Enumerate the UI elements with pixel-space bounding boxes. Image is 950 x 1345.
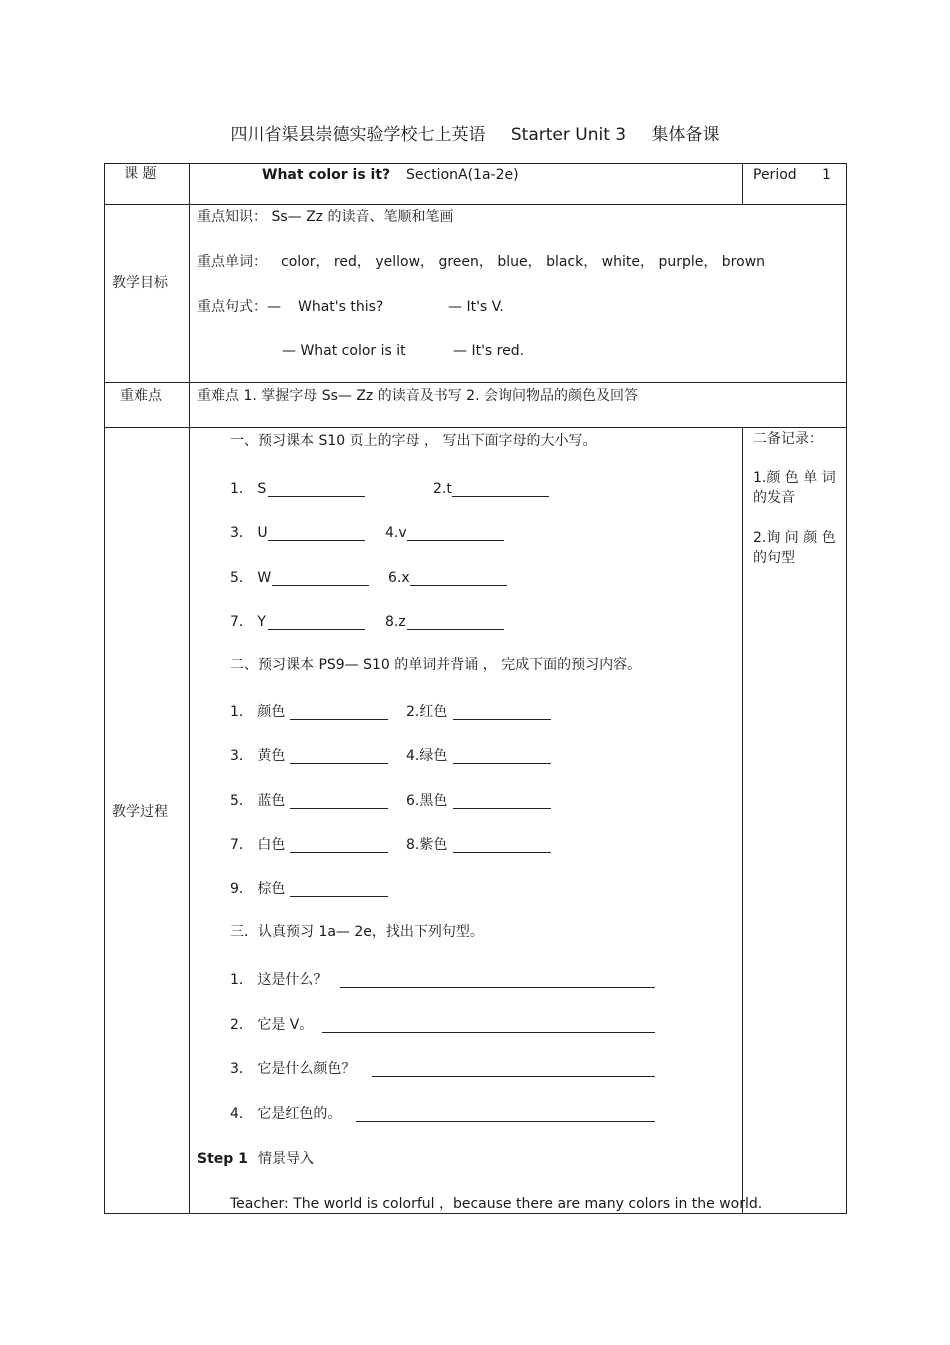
sentence-question: What's this? <box>298 299 384 315</box>
answer-blank[interactable] <box>340 987 655 988</box>
answer-blank[interactable] <box>268 496 365 497</box>
color-item: 7． 白色 <box>230 837 286 853</box>
answer-blank[interactable] <box>356 1121 655 1122</box>
answer-blank[interactable] <box>268 629 365 630</box>
title-unit: Starter Unit 3 <box>510 125 627 145</box>
color-item: 3． 黄色 <box>230 748 286 764</box>
key-words-label: 重点单词： <box>197 254 267 270</box>
key-sentences-label: 重点句式：— <box>197 299 281 315</box>
col-divider <box>742 427 743 1214</box>
color-item: 6.黑色 <box>406 793 448 809</box>
lesson-section: SectionA(1a-2e) <box>406 167 519 183</box>
answer-blank[interactable] <box>453 719 551 720</box>
process-label: 教学过程 <box>112 804 168 820</box>
sentence-question: — What color is it <box>282 343 406 359</box>
answer-blank[interactable] <box>372 1076 655 1077</box>
part3-title: 三．认真预习 1a— 2e，找出下列句型。 <box>230 924 484 940</box>
notes-title: 二备记录： <box>753 431 823 447</box>
sentence-item: 4． 它是红色的。 <box>230 1106 342 1122</box>
answer-blank[interactable] <box>322 1032 655 1033</box>
col-divider <box>742 163 743 205</box>
answer-blank[interactable] <box>272 585 369 586</box>
answer-blank[interactable] <box>410 585 507 586</box>
letter-item: 5． W <box>230 570 272 586</box>
letter-item: 2.t <box>433 481 452 497</box>
difficulty-label: 重难点 <box>120 388 162 404</box>
answer-blank[interactable] <box>453 852 551 853</box>
sentence-item: 1． 这是什么？ <box>230 972 328 988</box>
sentence-item: 2． 它是 V。 <box>230 1017 314 1033</box>
answer-blank[interactable] <box>290 763 388 764</box>
header-label: 课 题 <box>124 166 157 182</box>
table-border-top <box>104 163 847 164</box>
sentence-answer: — It's red. <box>453 343 525 359</box>
answer-blank[interactable] <box>290 808 388 809</box>
letter-item: 8.z <box>385 614 406 630</box>
title-type: 集体备课 <box>651 125 720 145</box>
lesson-title: What color is it? <box>262 167 391 183</box>
table-border-bottom <box>104 1213 847 1214</box>
answer-blank[interactable] <box>290 719 388 720</box>
table-border-left <box>104 163 105 1214</box>
color-item: 2.红色 <box>406 704 448 720</box>
color-item: 9． 棕色 <box>230 881 286 897</box>
row-divider <box>104 427 847 428</box>
step-label: Step 1 <box>197 1151 248 1167</box>
letter-item: 1． S <box>230 481 267 497</box>
letter-item: 3． U <box>230 525 268 541</box>
answer-blank[interactable] <box>290 852 388 853</box>
answer-blank[interactable] <box>453 808 551 809</box>
col-divider <box>189 163 190 1214</box>
part2-title: 二、预习课本 PS9— S10 的单词并背诵 ， 完成下面的预习内容。 <box>230 657 642 673</box>
teacher-line: Teacher: The world is colorful ，because there are many colors in the world. <box>230 1196 763 1212</box>
difficulty-text: 重难点 1. 掌握字母 Ss— Zz 的读音及书写 2. 会询问物品的颜色及回答 <box>197 388 638 404</box>
step-title: 情景导入 <box>258 1151 314 1167</box>
answer-blank[interactable] <box>268 540 365 541</box>
key-knowledge: 重点知识： Ss— Zz 的读音、笔顺和笔画 <box>197 209 454 225</box>
objectives-label: 教学目标 <box>112 275 168 291</box>
color-item: 5． 蓝色 <box>230 793 286 809</box>
period-value: 1 <box>822 167 831 183</box>
color-item: 4.绿色 <box>406 748 448 764</box>
answer-blank[interactable] <box>453 763 551 764</box>
letter-item: 4.v <box>385 525 407 541</box>
letter-item: 7． Y <box>230 614 266 630</box>
sentence-answer: — It's V. <box>448 299 504 315</box>
color-item: 1． 颜色 <box>230 704 286 720</box>
notes-item: 2.询 问 颜 色 的句型 <box>753 530 836 566</box>
notes-item: 1.颜 色 单 词 的发音 <box>753 470 836 506</box>
page-title <box>0 120 950 145</box>
answer-blank[interactable] <box>407 629 504 630</box>
row-divider <box>104 382 847 383</box>
table-border-right <box>846 163 847 1214</box>
answer-blank[interactable] <box>407 540 504 541</box>
answer-blank[interactable] <box>290 896 388 897</box>
letter-item: 6.x <box>388 570 410 586</box>
color-item: 8.紫色 <box>406 837 448 853</box>
key-words: color， red， yellow， green， blue， black， white， purple， brown <box>281 254 766 270</box>
sentence-item: 3． 它是什么颜色？ <box>230 1061 356 1077</box>
answer-blank[interactable] <box>452 496 549 497</box>
title-school: 四川省渠县崇德实验学校七上英语 <box>230 125 486 145</box>
part1-title: 一、预习课本 S10 页上的字母 ， 写出下面字母的大小写。 <box>230 433 597 449</box>
row-divider <box>104 204 847 205</box>
period-label: Period <box>753 167 797 183</box>
